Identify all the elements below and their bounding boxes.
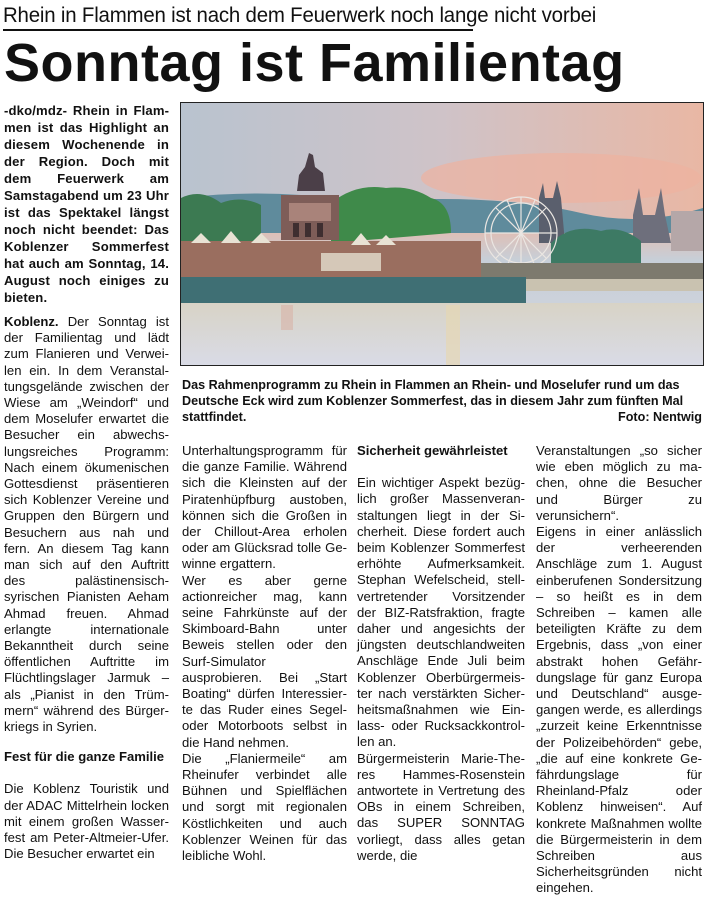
paragraph: Die „Flaniermeile“ am Rheinufer verbindet alle Bühnen und Spielflächen und sorgt mit regionalen Köstlichkeiten und auch Koblenzer Weinen für das leibliche Wohl. <box>182 750 347 864</box>
paragraph: Ein wichtiger Aspekt bezüglich großer Massenveranstaltungen liegt in der Sicherheit. Diese fordert auch beim Koblenzer Sommerfest erhöhte Aufmerksamkeit. Stephan Wefelscheid, stellvertretender Vorsitzender der BIZ-Ratsfraktion, fragte daher und angesichts der jüngsten deutschlandweiten Anschläge Ende Juli beim Koblenzer Oberbürgermeister nach verstärkten Sicherheitsmaßnahmen wie Einlass- oder Rucksackkontrollen an. <box>357 475 525 750</box>
article-photo <box>180 102 704 366</box>
column-4 <box>536 443 702 897</box>
paragraph: Die Koblenz Touristik und der ADAC Mittelrhein locken mit einem großen Wasserfest am Peter-Altmeier-Ufer. Die Besucher erwartet ein <box>4 781 169 862</box>
lead-text: -dko/mdz- Rhein in Flammen ist das Highlight an diesem Wochenende in der Region. Doch mit dem Feuerwerk am Samstagabend um 23 Uhr ist das Spektakel längst noch nicht beendet: Das Koblenzer Sommerfest hat auch am Sonntag, 14. August noch einiges zu bieten. <box>4 103 169 305</box>
quay-wall <box>181 277 526 307</box>
caption-text: Das Rahmenprogramm zu Rhein in Flammen an Rhein- und Moselufer rund um das Deutsche Eck wird zum Koblenzer Sommerfest, das in diesem Jahr zum fünften Mal stattfindet. <box>182 378 684 425</box>
column-2 <box>182 443 347 864</box>
paragraph: Wer es aber gerne actionreicher mag, kann seine Fahrkünste auf der Skimboard-Bahn unter Beweis stellen oder den Surf-Simulator ausprobieren. Bei „Start Boating“ dürfen Interessierte das Ruder eines Segel- oder Motorboots selbst in die Hand nehmen. <box>182 572 347 750</box>
paragraph-text: Der Sonntag ist der Familientag und lädt zum Flanieren und Verweilen ein. In dem Veranstaltungsgelände zwischen der Wiese am „Weindorf“ und dem Moselufer erwartet die Besucher ein abwechslungsreiches Programm: Nach einem ökumenischen Gottesdienst präsentieren sich Koblenzer Vereine und Gruppen den Bürgern und Besuchern aus nah und fern. An diesem Tag kann man sich auf den Auftritt des palästinensisch-syrischen Pianisten Aeham Ahmad freuen. Ahmad erlangte internationale Bekanntheit durch seine öffentlichen Auftritte im Flüchtlingslager Jarmuk – als „Pianist in den Trümmern“ während des Bürgerkriegs in Syrien. <box>4 314 169 735</box>
paragraph: Eigens in einer anlässlich der verheerenden Anschläge zum 1. August einberufenen Sondersitzung – so heißt es in dem Schreiben – kamen alle beteiligten Kräfte zu dem Ergebnis, dass „von einer abstrakt hohen Gefährdungslage für ganz Europa und Deutschland“ ausgegangen werde, es allerdings „zurzeit keine Erkenntnisse der Polizeibehörden“ gebe, „die auf eine konkrete Gefährdungslage für Rheinland-Pfalz oder Koblenz hinweisen“. Auf konkrete Maßnahmen wollte die Bürgermeisterin in dem Schreiben aus Sicherheitsgründen nicht eingehen. <box>536 524 702 896</box>
river <box>181 303 703 365</box>
photo-caption <box>182 377 702 426</box>
subhead-security: Sicherheit gewährleistet <box>357 443 508 458</box>
paragraph: Unterhaltungsprogramm für die ganze Familie. Während sich die Kleinsten auf der Piratenhüpfburg austoben, können sich die Großen in der Chillout-Area erholen oder am Glücksrad tolle Gewinne ergattern. <box>182 443 347 572</box>
photo-credit: Foto: Nentwig <box>618 410 702 425</box>
paragraph: Veranstaltungen „so sicher wie eben möglich zu machen, ohne die Besucher und Bürger zu verunsichern“. <box>536 443 702 523</box>
column-1 <box>4 314 169 863</box>
subhead-family: Fest für die ganze Familie <box>4 749 165 765</box>
ferris-wheel <box>485 197 557 269</box>
headline: Sonntag ist Familientag <box>4 33 625 93</box>
paragraph: Bürgermeisterin Marie-Theres Hammes-Rosenstein antwortete in Vertretung des OBs in einem Schreiben, das SUPER SONNTAG vorliegt, dass alles getan werde, die <box>357 750 525 863</box>
kicker: Rhein in Flammen ist nach dem Feuerwerk noch lange nicht vorbei <box>3 3 597 27</box>
lead-paragraph <box>4 102 169 306</box>
paragraph <box>4 314 169 735</box>
column-3 <box>357 443 525 864</box>
dateline: Koblenz. <box>4 314 59 329</box>
photo-koblenz-deutsches-eck <box>181 103 703 365</box>
